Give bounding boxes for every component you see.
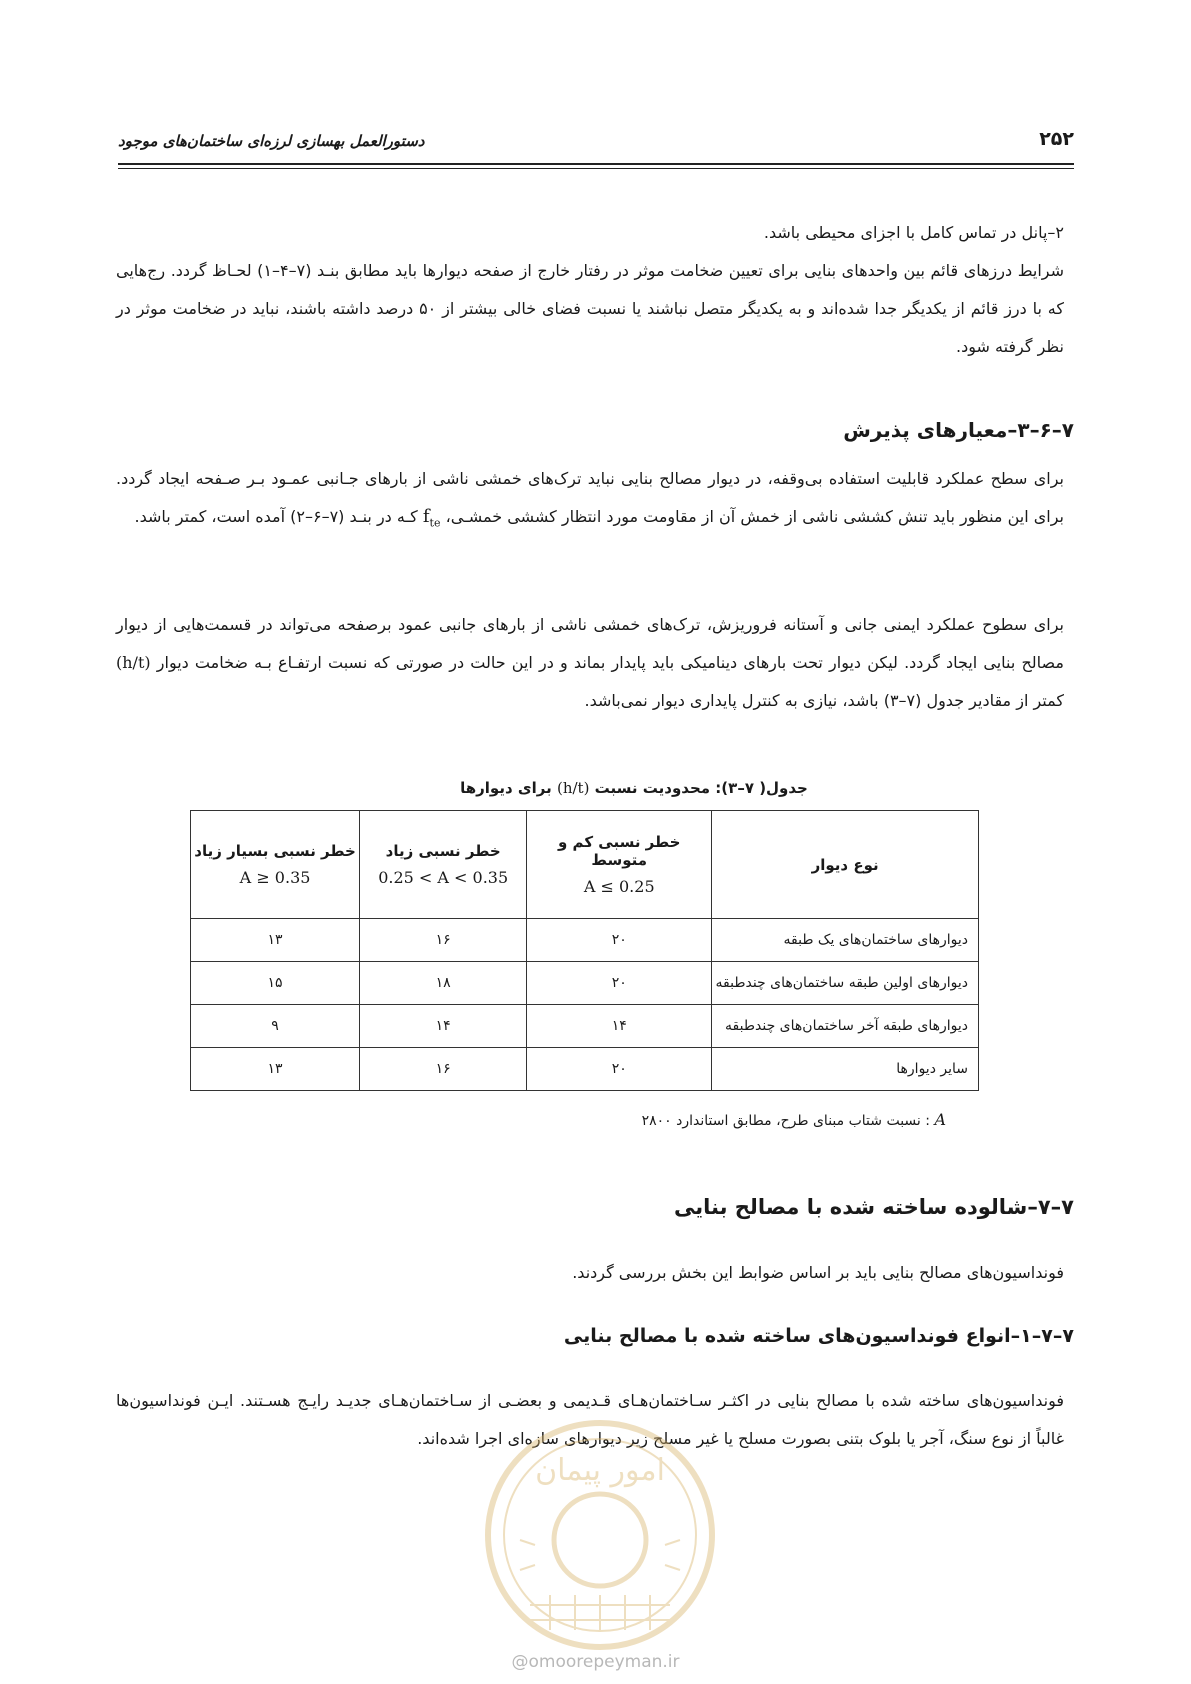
- fte-symbol: $f_{te}$: [422, 506, 441, 530]
- page-header: [118, 124, 1074, 164]
- cell-very-high: ۱۳: [191, 1048, 360, 1091]
- cell-low-mid: ۲۰: [527, 1048, 712, 1091]
- cell-very-high: ۱۳: [191, 919, 360, 962]
- table-footnote: [642, 1110, 946, 1129]
- cell-high: ۱۴: [360, 1005, 527, 1048]
- cell-high: ۱۶: [360, 919, 527, 962]
- header-very-high-risk: خطر نسبی بسیار زیاد A ≥ 0.35: [191, 811, 360, 919]
- watermark-url: @omoorepeyman.ir: [511, 1652, 680, 1672]
- table-row: [191, 919, 979, 962]
- cell-low-mid: ۱۴: [527, 1005, 712, 1048]
- footnote-symbol: A: [934, 1110, 946, 1129]
- watermark-seal-icon: [475, 1410, 725, 1660]
- header-rule-thin: [118, 168, 1074, 169]
- cell-wall: دیوارهای اولین طبقه ساختمان‌های چندطبقه: [712, 962, 979, 1005]
- acceptance-paragraph-1: [116, 460, 1064, 543]
- foundation-types-paragraph: فونداسیون‌های ساخته شده با مصالح بنایی در اکثـر سـاختمان‌هـای قـدیمی و بعضـی از سـاختمان‌هـای جدیـد رایـج هسـتند. ایـن فونداسیون‌ها غالباً از نوع سنگ، آجر یا بلوک بتنی بصورت مسلح یا غیر مسلح زیر دیوارهای سازه‌ای اجرا شده‌اند.: [116, 1391, 1064, 1448]
- cell-low-mid: ۲۰: [527, 962, 712, 1005]
- cell-wall: دیوارهای طبقه آخر ساختمان‌های چندطبقه: [712, 1005, 979, 1048]
- table-caption: جدول( ۷–۳): محدودیت نسبت (h/t) برای دیوارها: [460, 779, 808, 797]
- table-header-row: [191, 811, 979, 919]
- watermark-logo-text: امور پیمان: [535, 1453, 665, 1488]
- cell-wall: دیوارهای ساختمان‌های یک طبقه: [712, 919, 979, 962]
- table-row: [191, 1005, 979, 1048]
- cell-high: ۱۸: [360, 962, 527, 1005]
- cell-high: ۱۶: [360, 1048, 527, 1091]
- page-number: ۲۵۲: [1039, 128, 1074, 150]
- para2-text-b: کمتر از مقادیر جدول (۷–۳) باشد، نیازی به کنترل پایداری دیوار نمی‌باشد.: [584, 691, 1064, 710]
- ht-limits-table: [190, 810, 979, 1091]
- para1-text-a: برای سطح عملکرد قابلیت استفاده بی‌وقفه، در دیوار مصالح بنایی نباید ترک‌های خمشی ناشی از بارهای جـانبی عمـود بـر صـفحه ایجاد گردد. برای این منظور باید تنش کششی ناشی از خمش آن از مقاومت مورد انتظار کششی خمشـی،: [116, 469, 1064, 526]
- section-heading-masonry-foundation: ۷–۷–شالوده ساخته شده با مصالح بنایی: [674, 1195, 1074, 1219]
- cell-low-mid: ۲۰: [527, 919, 712, 962]
- ht-symbol: (h/t): [116, 653, 151, 672]
- section-heading-foundation-types: ۷–۷–۱–انواع فونداسیون‌های ساخته شده با مصالح بنایی: [563, 1325, 1074, 1347]
- para1-text-b: کـه در بنـد (۷–۶–۲) آمده است، کمتر باشد.: [134, 507, 418, 526]
- cell-wall: سایر دیوارها: [712, 1048, 979, 1091]
- header-high-risk: خطر نسبی زیاد 0.25 < A < 0.35: [360, 811, 527, 919]
- intro-text: [116, 214, 1064, 366]
- running-title: دستورالعمل بهسازی لرزه‌ای ساختمان‌های موجود: [118, 132, 425, 150]
- section-heading-acceptance-criteria: ۷–۶–۳–معیارهای پذیرش: [843, 418, 1074, 442]
- cell-very-high: ۱۵: [191, 962, 360, 1005]
- intro-paragraph: شرایط درزهای قائم بین واحدهای بنایی برای تعیین ضخامت موثر در رفتار خارج از صفحه دیوارها باید مطابق بنـد (۷–۴–۱) لحـاظ گردد. رج‌هایی که با درز قائم از یکدیگر جدا شده‌اند و به یکدیگر متصل نباشند یا نسبت فضای خالی بیشتر از ۵۰ درصد داشته باشند، نباید در ضخامت موثر در نظر گرفته شود.: [116, 261, 1065, 356]
- header-low-mid-risk: خطر نسبی کم و متوسط A ≤ 0.25: [527, 811, 712, 919]
- cell-very-high: ۹: [191, 1005, 360, 1048]
- para2-text-a: برای سطوح عملکرد ایمنی جانی و آستانه فروریزش، ترک‌های خمشی ناشی از بارهای جانبی عمود برصفحه می‌تواند در قسمت‌هایی از دیوار مصالح بنایی ایجاد گردد. لیکن دیوار تحت بارهای دینامیکی باید پایدار بماند و در این حالت در صورتی که نسبت ارتفـاع بـه ضخامت دیوار: [116, 615, 1064, 672]
- intro-line: ۲–پانل در تماس کامل با اجزای محیطی باشد.: [763, 223, 1064, 242]
- header-rule: [118, 163, 1074, 165]
- table-row: [191, 962, 979, 1005]
- footnote-text: : نسبت شتاب مبنای طرح، مطابق استاندارد ۲۸۰۰: [641, 1113, 930, 1129]
- masonry-foundation-paragraph: فونداسیون‌های مصالح بنایی باید بر اساس ضوابط این بخش بررسی گردند.: [572, 1263, 1064, 1282]
- header-wall-type: نوع دیوار: [712, 811, 979, 919]
- table-row: [191, 1048, 979, 1091]
- acceptance-paragraph-2: [116, 606, 1064, 720]
